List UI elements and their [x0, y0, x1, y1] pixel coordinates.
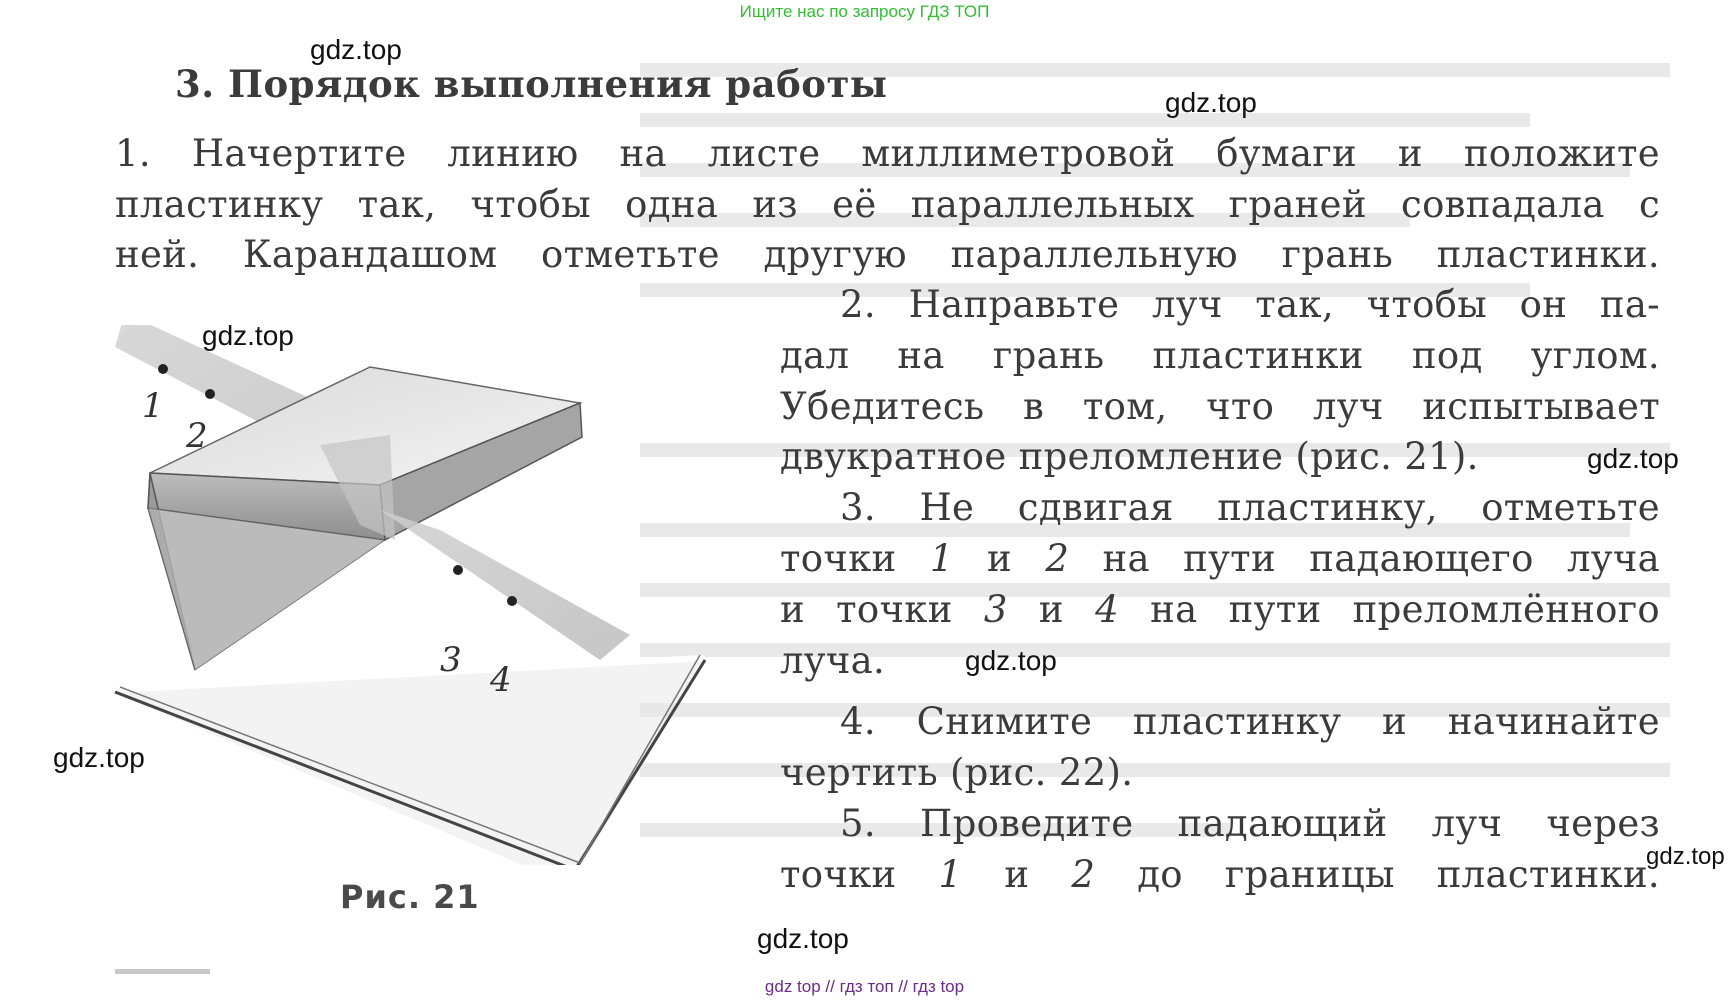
step2-line3: Убедитесь в том, что луч испытывает [780, 385, 1660, 428]
paper-shade [115, 661, 705, 865]
text-part: точки [780, 537, 930, 580]
step4-line1: 4. Снимите пластинку и начинайте [840, 700, 1660, 743]
text-part: и [962, 853, 1072, 896]
text-part: до границы пластинки. [1095, 853, 1660, 896]
step5-line2 [780, 849, 1660, 901]
point-1 [158, 364, 168, 374]
point-2 [205, 389, 215, 399]
step4-line2: чертить (рис. 22). [780, 751, 1134, 794]
point-3 [453, 565, 463, 575]
watermark: gdz.top [965, 645, 1057, 676]
text-part: и точки [780, 588, 984, 631]
point-ref: 1 [929, 537, 954, 580]
point-label-3: 3 [440, 640, 462, 680]
step2-line2: дал на грань пластинки под углом. [780, 334, 1660, 377]
step1-line2: пластинку так, чтобы одна из её параллельных граней совпадала с [115, 183, 1660, 226]
point-label-4: 4 [490, 660, 512, 700]
text-part: и [953, 537, 1046, 580]
point-label-2: 2 [186, 416, 208, 456]
figure-caption: Рис. 21 [340, 878, 480, 916]
watermark: gdz.top [53, 742, 145, 773]
point-ref: 1 [938, 853, 963, 896]
step3-line3 [780, 584, 1660, 636]
text-part: точки [780, 853, 939, 896]
step1-line3: ней. Карандашом отметьте другую параллельную грань пластинки. [115, 233, 1660, 276]
text-part: на пути преломлённого [1118, 588, 1660, 631]
step1-line1: 1. Начертите линию на листе миллиметровой бумаги и положите [115, 132, 1660, 175]
point-ref: 2 [1071, 853, 1096, 896]
text-part: на пути падающего луча [1069, 537, 1660, 580]
step3-line4: луча. [780, 639, 886, 682]
step2-line1: 2. Направьте луч так, чтобы он па- [840, 283, 1660, 326]
point-label-1: 1 [142, 386, 164, 426]
step2-line4: двукратное преломление (рис. 21). [780, 435, 1479, 478]
point-ref: 2 [1045, 537, 1070, 580]
text-part: и [1007, 588, 1096, 631]
watermark: gdz.top [757, 923, 849, 954]
step3-line1: 3. Не сдвигая пластинку, отметьте [840, 486, 1660, 529]
point-4 [507, 596, 517, 606]
step3-line2 [780, 533, 1660, 585]
scan-mark [115, 969, 210, 974]
watermark: gdz.top [1587, 443, 1679, 474]
section-heading: 3. Порядок выполнения работы [175, 62, 888, 106]
watermark: gdz.top [202, 320, 294, 351]
point-ref: 3 [983, 588, 1008, 631]
watermark: gdz.top [1646, 843, 1725, 870]
point-ref: 4 [1095, 588, 1119, 631]
step5-line1: 5. Проведите падающий луч через [840, 802, 1660, 845]
figure-glass-plate [110, 325, 710, 865]
footer-links[interactable]: gdz top // гдз топ // гдз top [764, 977, 965, 996]
watermark: gdz.top [310, 34, 402, 65]
watermark: gdz.top [1165, 87, 1257, 118]
emergent-beam [380, 510, 630, 660]
search-banner[interactable]: Ищите нас по запросу ГДЗ ТОП [739, 2, 990, 21]
